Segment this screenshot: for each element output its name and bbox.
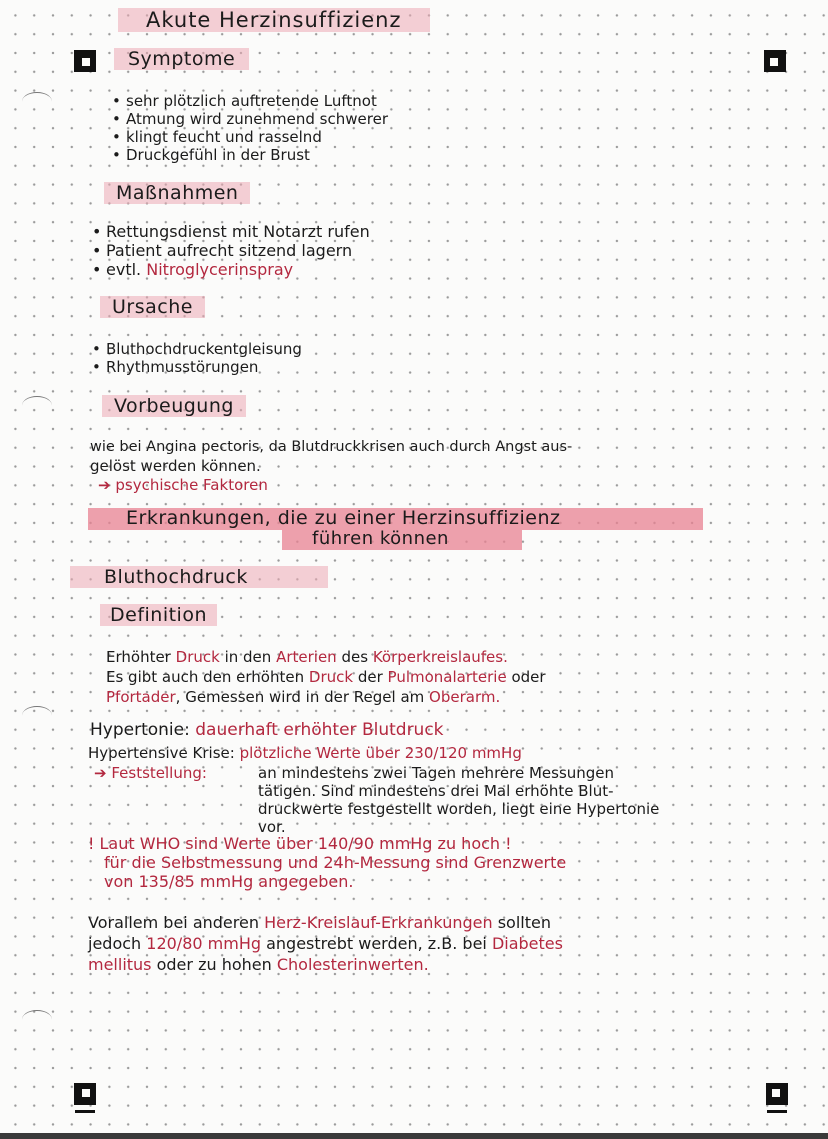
list-item: • Rettungsdienst mit Notarzt rufen — [92, 222, 370, 241]
corner-marker-icon — [74, 1083, 96, 1105]
list-item: • Bluthochdruckentgleisung — [92, 340, 302, 358]
page-title: Akute Herzinsuffizienz — [118, 8, 430, 32]
list-item: • Rhythmusstörungen — [92, 358, 302, 376]
definition-line2: Es gibt auch den erhöhten Druck der Pulmonalarterie oder — [106, 668, 546, 686]
corner-marker-icon — [74, 50, 96, 72]
binder-hole — [22, 92, 52, 111]
list-item: • Druckgefühl in der Brust — [112, 146, 388, 164]
arrow-right-icon: ➔ — [94, 764, 107, 782]
list-item: • klingt feucht und rasselnd — [112, 128, 388, 146]
ursache-heading: Ursache — [100, 296, 205, 318]
list-item: • Atmung wird zunehmend schwerer — [112, 110, 388, 128]
symptome-list — [112, 92, 388, 164]
binder-hole — [22, 1010, 52, 1029]
feststellung-text: an mindestens zwei Tagen mehrere Messungen tätigen. Sind mindestens drei Mal erhöhte Blut- druckwerte festgestellt worden, liegt eine Hypertonie vor. — [258, 764, 660, 836]
list-item: • sehr plötzlich auftretende Luftnot — [112, 92, 388, 110]
binder-hole — [22, 706, 52, 725]
feststellung-label: ➔ Feststellung: — [94, 764, 207, 782]
arrow-right-icon: ➔ — [98, 476, 111, 494]
page-edge — [0, 1133, 828, 1139]
vorbeugung-heading: Vorbeugung — [102, 395, 246, 417]
list-item: • evtl. Nitroglycerinspray — [92, 260, 370, 279]
definition-line1: Erhöhter Druck in den Arterien des Körperkreislaufes. — [106, 648, 508, 666]
final-line3: mellitus oder zu hohen Cholesterinwerten. — [88, 955, 429, 974]
divider — [75, 1110, 95, 1113]
binder-hole — [22, 396, 52, 415]
bluthochdruck-heading: Bluthochdruck — [70, 566, 328, 588]
divider — [767, 1110, 787, 1113]
corner-marker-icon — [764, 50, 786, 72]
symptome-heading: Symptome — [114, 48, 249, 70]
corner-marker-icon — [766, 1083, 788, 1105]
final-line1: Vorallem bei anderen Herz-Kreislauf-Erkrankungen sollten — [88, 913, 551, 932]
who-note: ! Laut WHO sind Werte über 140/90 mmHg zu hoch ! für die Selbstmessung und 24h-Messung sind Grenzwerte von 135/85 mmHg angegeben. — [88, 834, 567, 891]
massnahmen-heading: Maßnahmen — [104, 182, 250, 204]
section-heading-line2: führen können — [312, 528, 449, 549]
hypertonie-line: Hypertonie: dauerhaft erhöhter Blutdruck — [90, 720, 444, 740]
section-heading-line1: Erkrankungen, die zu einer Herzinsuffizienz — [126, 507, 561, 529]
ursache-list — [92, 340, 302, 376]
list-item: • Patient aufrecht sitzend lagern — [92, 241, 370, 260]
final-line2: jedoch 120/80 mmHg angestrebt werden, z.B. bei Diabetes — [88, 934, 563, 953]
final-paragraph — [88, 912, 563, 975]
krise-line: Hypertensive Krise: plötzliche Werte über 230/120 mmHg — [88, 744, 522, 762]
vorbeugung-text-line1: wie bei Angina pectoris, da Blutdruckkrisen auch durch Angst aus- — [90, 439, 573, 455]
vorbeugung-text-line2: gelöst werden können. — [90, 457, 261, 475]
vorbeugung-arrow-line: ➔ psychische Faktoren — [98, 476, 268, 494]
definition-line3: Pfortader, Gemessen wird in der Regel am Oberarm. — [106, 688, 501, 706]
massnahmen-list — [92, 222, 370, 279]
definition-heading: Definition — [100, 604, 217, 626]
